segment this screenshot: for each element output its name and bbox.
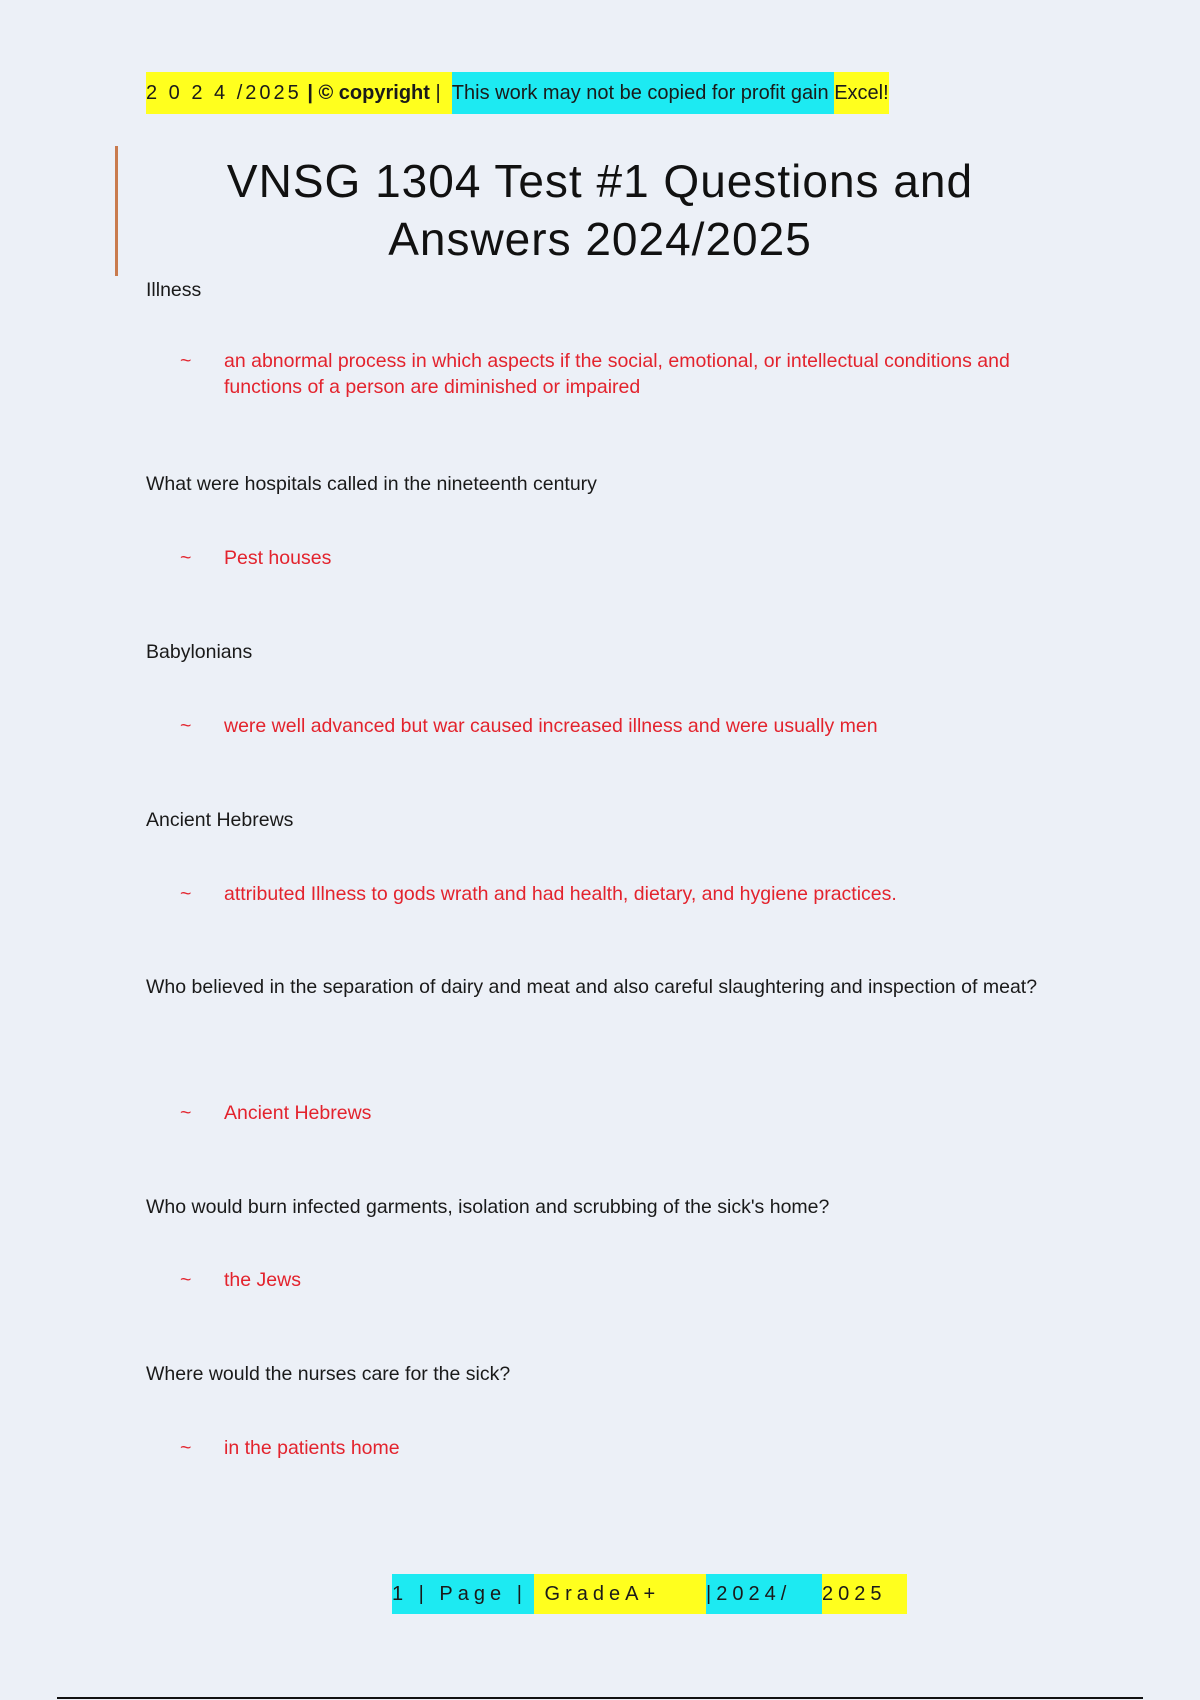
footer-year2: 2025 — [822, 1582, 887, 1605]
answer-marker: ~ — [180, 1437, 192, 1459]
answer-item — [180, 1100, 1060, 1126]
footer-grade: GradeA+ — [534, 1582, 661, 1605]
footer-year: |2024/ — [706, 1582, 792, 1605]
question-text: Who believed in the separation of dairy and meat and also careful slaughtering and inspection of meat? — [146, 976, 1038, 998]
answer-item — [180, 1267, 1060, 1293]
answer-marker: ~ — [180, 1269, 192, 1291]
answer-marker: ~ — [180, 1102, 192, 1124]
answer-marker: ~ — [180, 547, 192, 569]
answer-item — [180, 545, 1060, 571]
header-year: 2 0 2 4 /2025 — [146, 81, 302, 104]
header-copyright: © copyright — [318, 81, 430, 104]
header-excel-segment — [834, 72, 888, 114]
answer-item — [180, 1435, 1060, 1461]
footer-page-segment — [392, 1574, 534, 1614]
footer-grade-segment — [534, 1574, 706, 1614]
footer-banner — [392, 1574, 907, 1614]
answer-text: in the patients home — [224, 1437, 400, 1459]
header-banner — [146, 72, 889, 114]
answer-item — [180, 713, 1060, 739]
question-text: Babylonians — [146, 641, 253, 663]
header-separator: | — [301, 81, 319, 104]
answer-text: the Jews — [224, 1269, 301, 1291]
header-excel: Excel! — [834, 81, 889, 104]
header-separator: | — [429, 81, 452, 104]
header-copyright-segment — [146, 72, 452, 114]
answer-item — [180, 881, 1060, 907]
answer-text: attributed Illness to gods wrath and had health, dietary, and hygiene practices. — [224, 883, 897, 905]
footer-page-number: 1 | Page | — [392, 1582, 527, 1605]
question-text: Where would the nurses care for the sick? — [146, 1363, 511, 1385]
answer-text: Ancient Hebrews — [224, 1102, 372, 1124]
header-notice-segment — [452, 72, 834, 114]
title-accent-bar — [115, 146, 118, 276]
page-title: VNSG 1304 Test #1 Questions and Answers 2024/2025 — [226, 155, 974, 265]
answer-text: were well advanced but war caused increased illness and were usually men — [224, 715, 878, 737]
question-text: Who would burn infected garments, isolation and scrubbing of the sick's home? — [146, 1196, 830, 1218]
bottom-rule — [57, 1697, 1143, 1699]
answer-marker: ~ — [180, 350, 192, 372]
answer-text: Pest houses — [224, 547, 332, 569]
question-text: Illness — [146, 279, 202, 301]
question-text: Ancient Hebrews — [146, 809, 294, 831]
question-text: What were hospitals called in the nineteenth century — [146, 473, 597, 495]
answer-item — [180, 348, 1060, 400]
answer-marker: ~ — [180, 883, 192, 905]
answer-text: an abnormal process in which aspects if the social, emotional, or intellectual conditions and functions of a person are diminished or impaired — [224, 350, 1010, 398]
header-notice: This work may not be copied for profit gain — [451, 81, 835, 104]
answer-marker: ~ — [180, 715, 192, 737]
footer-year2-segment — [822, 1574, 907, 1614]
footer-year-segment — [706, 1574, 822, 1614]
